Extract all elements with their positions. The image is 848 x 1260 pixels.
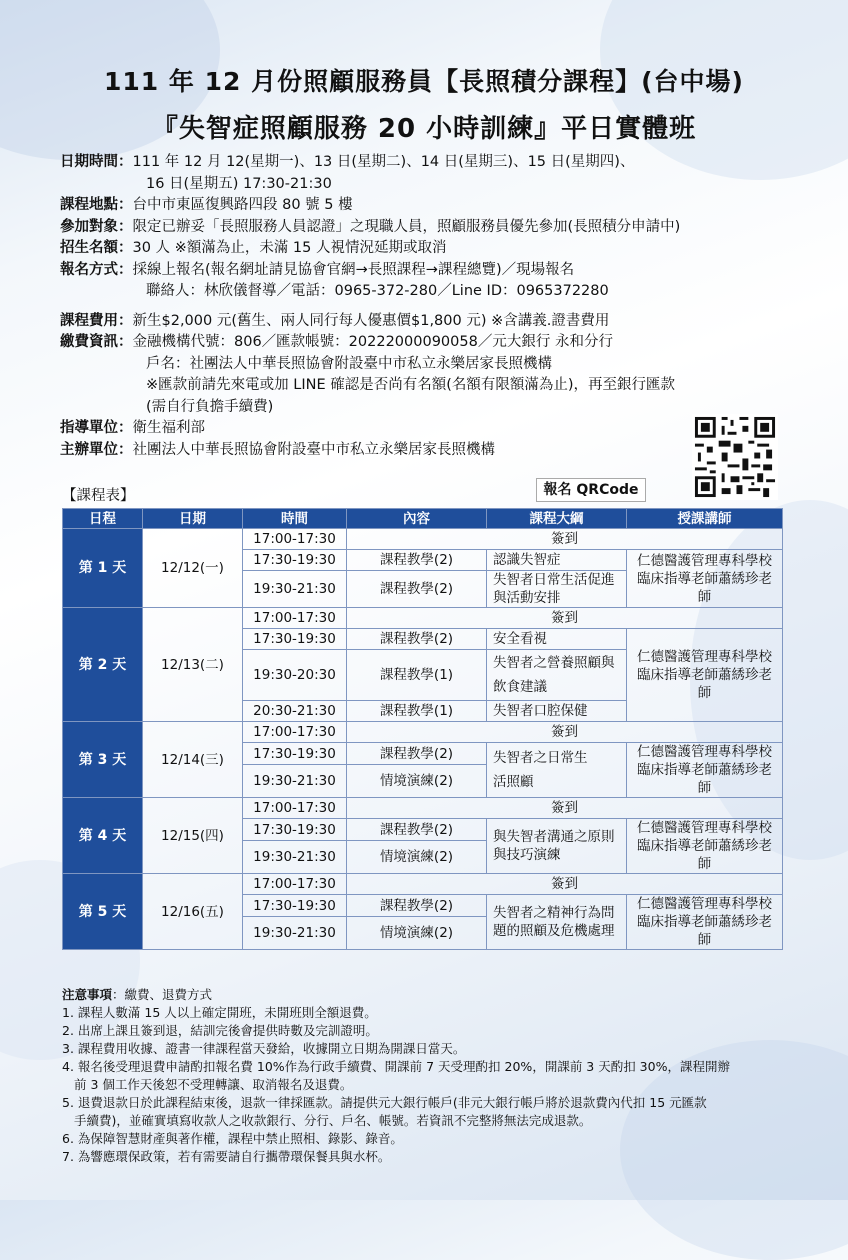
checkin-cell: 簽到 [347, 798, 783, 819]
quota-value: 30 人 ※額滿為止，未滿 15 人視情況延期或取消 [132, 240, 447, 256]
quota-label: 招生名額： [60, 240, 133, 256]
content-cell: 課程教學(2) [347, 895, 487, 917]
date-label: 日期時間： [60, 154, 133, 170]
time-cell: 20:30-21:30 [243, 701, 347, 722]
note-item: 4. 報名後受理退費申請酌扣報名費 10%作為行政手續費、開課前 7 天受理酌扣 20%，開課前 3 天酌扣 30%，課程開辦 [62, 1059, 730, 1074]
content-cell: 情境演練(2) [347, 841, 487, 874]
host-label: 主辦單位： [60, 441, 133, 458]
time-cell: 17:00-17:30 [243, 722, 347, 743]
date-cell: 12/12(一) [143, 529, 243, 608]
signup-label: 報名方式： [60, 261, 133, 278]
time-cell: 17:00-17:30 [243, 608, 347, 629]
fee-label: 課程費用： [60, 312, 133, 329]
place-value: 台中市東區復興路四段 80 號 5 樓 [132, 197, 353, 213]
table-row [63, 608, 783, 629]
checkin-cell: 簽到 [347, 722, 783, 743]
outline-cell: 失智者口腔保健 [487, 701, 627, 722]
header-time: 時間 [243, 509, 347, 529]
page-title-line2: 『失智症照顧服務 20 小時訓練』平日實體班 [151, 114, 697, 144]
day-cell: 第 1 天 [63, 529, 143, 608]
payment-note: ※匯款前請先來電或加 LINE 確認是否尚有名額(名額有限額滿為止)，再至銀行匯款 [146, 377, 676, 393]
outline-cell: 失智者之營養照顧與飲食建議 [487, 650, 627, 701]
time-cell: 17:00-17:30 [243, 529, 347, 550]
time-cell: 19:30-21:30 [243, 841, 347, 874]
teacher-cell: 仁德醫護管理專科學校臨床指導老師蕭綉珍老師 [627, 629, 783, 722]
table-row [63, 529, 783, 550]
note-item: 2. 出席上課且簽到退，結訓完後會提供時數及完訓證明。 [62, 1023, 378, 1038]
time-cell: 19:30-21:30 [243, 917, 347, 950]
teacher-cell: 仁德醫護管理專科學校臨床指導老師蕭綉珍老師 [627, 819, 783, 874]
table-row [63, 722, 783, 743]
teacher-cell: 仁德醫護管理專科學校臨床指導老師蕭綉珍老師 [627, 550, 783, 608]
course-info [60, 152, 800, 461]
account-name: 戶名：社團法人中華長照協會附設臺中市私立永樂居家長照機構 [146, 355, 552, 372]
time-cell: 17:30-19:30 [243, 743, 347, 765]
time-cell: 19:30-21:30 [243, 571, 347, 608]
outline-cell: 認識失智症 [487, 550, 627, 571]
place-label: 課程地點： [60, 197, 133, 213]
outline-cell: 與失智者溝通之原則與技巧演練 [487, 819, 627, 874]
header-teacher: 授課講師 [627, 509, 783, 529]
schedule-title: 【課程表】 [62, 488, 135, 504]
notes-heading: 注意事項 [62, 987, 113, 1002]
day-cell: 第 3 天 [63, 722, 143, 798]
fee-value: 新生$2,000 元(舊生、兩人同行每人優惠價$1,800 元) ※含講義.證書費用 [132, 312, 610, 329]
target-value: 限定已辦妥「長照服務人員認證」之現職人員，照顧服務員優先參加(長照積分申請中) [132, 218, 681, 235]
outline-cell: 失智者日常生活促進與活動安排 [487, 571, 627, 608]
guide-label: 指導單位： [60, 420, 133, 436]
note-item-cont: 前 3 個工作天後恕不受理轉讓、取消報名及退費。 [74, 1077, 353, 1092]
day-cell: 第 4 天 [63, 798, 143, 874]
header-content: 內容 [347, 509, 487, 529]
payment-note-cont: (需自行負擔手續費) [146, 398, 274, 415]
day-cell: 第 5 天 [63, 874, 143, 950]
time-cell: 17:30-19:30 [243, 550, 347, 571]
content-cell: 課程教學(2) [347, 629, 487, 650]
time-cell: 17:30-19:30 [243, 895, 347, 917]
content-cell: 情境演練(2) [347, 765, 487, 798]
outline-cell: 安全看視 [487, 629, 627, 650]
schedule-table [62, 508, 783, 950]
signup-value: 採線上報名(報名網址請見協會官網→長照課程→課程總覽)／現場報名 [132, 261, 575, 278]
notes-section [62, 986, 792, 1166]
time-cell: 17:30-19:30 [243, 819, 347, 841]
time-cell: 17:00-17:30 [243, 874, 347, 895]
content-cell: 課程教學(1) [347, 650, 487, 701]
date-cell: 12/14(三) [143, 722, 243, 798]
date-cell: 12/15(四) [143, 798, 243, 874]
note-item: 3. 課程費用收據、證書一律課程當天發給，收據開立日期為開課日當天。 [62, 1041, 466, 1056]
notes-heading-tail: ：繳費、退費方式 [112, 987, 213, 1002]
content-cell: 課程教學(1) [347, 701, 487, 722]
note-item-cont: 手續費)，並確實填寫收款人之收款銀行、分行、戶名、帳號。若資訊不完整將無法完成退款。 [74, 1113, 592, 1128]
header-date: 日期 [143, 509, 243, 529]
contact-value: 聯絡人：林欣儀督導／電話：0965-372-280／Line ID：0965372280 [146, 283, 609, 299]
qrcode-image[interactable] [692, 414, 778, 500]
content-cell: 課程教學(2) [347, 743, 487, 765]
content-cell: 課程教學(2) [347, 819, 487, 841]
qrcode-icon [692, 414, 778, 500]
outline-cell: 失智者之精神行為問題的照顧及危機處理 [487, 895, 627, 950]
time-cell: 19:30-20:30 [243, 650, 347, 701]
date-cell: 12/13(二) [143, 608, 243, 722]
teacher-cell: 仁德醫護管理專科學校臨床指導老師蕭綉珍老師 [627, 743, 783, 798]
content-cell: 情境演練(2) [347, 917, 487, 950]
table-row [63, 874, 783, 895]
note-item: 1. 課程人數滿 15 人以上確定開班，未開班則全額退費。 [62, 1005, 377, 1020]
checkin-cell: 簽到 [347, 874, 783, 895]
content-cell: 課程教學(2) [347, 571, 487, 608]
payment-label: 繳費資訊： [60, 334, 133, 350]
time-cell: 19:30-21:30 [243, 765, 347, 798]
header-outline: 課程大綱 [487, 509, 627, 529]
time-cell: 17:00-17:30 [243, 798, 347, 819]
payment-value: 金融機構代號：806／匯款帳號：20222000090058／元大銀行 永和分行 [132, 334, 613, 350]
time-cell: 17:30-19:30 [243, 629, 347, 650]
note-item: 7. 為響應環保政策，若有需要請自行攜帶環保餐具與水杯。 [62, 1149, 391, 1164]
day-cell: 第 2 天 [63, 608, 143, 722]
checkin-cell: 簽到 [347, 608, 783, 629]
header-day: 日程 [63, 509, 143, 529]
date-value: 111 年 12 月 12(星期一)、13 日(星期二)、14 日(星期三)、15 日(星期四)、 [132, 154, 635, 170]
outline-cell: 失智者之日常生活照顧 [487, 743, 627, 798]
schedule-header-row [63, 509, 783, 529]
content-cell: 課程教學(2) [347, 550, 487, 571]
date-value-cont: 16 日(星期五) 17:30-21:30 [146, 175, 332, 192]
date-cell: 12/16(五) [143, 874, 243, 950]
page-title-line1: 111 年 12 月份照顧服務員【長照積分課程】(台中場) [104, 67, 744, 96]
teacher-cell: 仁德醫護管理專科學校臨床指導老師蕭綉珍老師 [627, 895, 783, 950]
checkin-cell: 簽到 [347, 529, 783, 550]
guide-value: 衛生福利部 [132, 420, 205, 436]
target-label: 參加對象： [60, 218, 133, 235]
host-value: 社團法人中華長照協會附設臺中市私立永樂居家長照機構 [132, 441, 495, 458]
note-item: 5. 退費退款日於此課程結束後，退款一律採匯款。請提供元大銀行帳戶(非元大銀行帳戶將於退款費內代扣 15 元匯款 [62, 1095, 707, 1110]
note-item: 6. 為保障智慧財產與著作權，課程中禁止照相、錄影、錄音。 [62, 1131, 403, 1146]
qrcode-label: 報名 QRCode [536, 478, 646, 502]
table-row [63, 798, 783, 819]
